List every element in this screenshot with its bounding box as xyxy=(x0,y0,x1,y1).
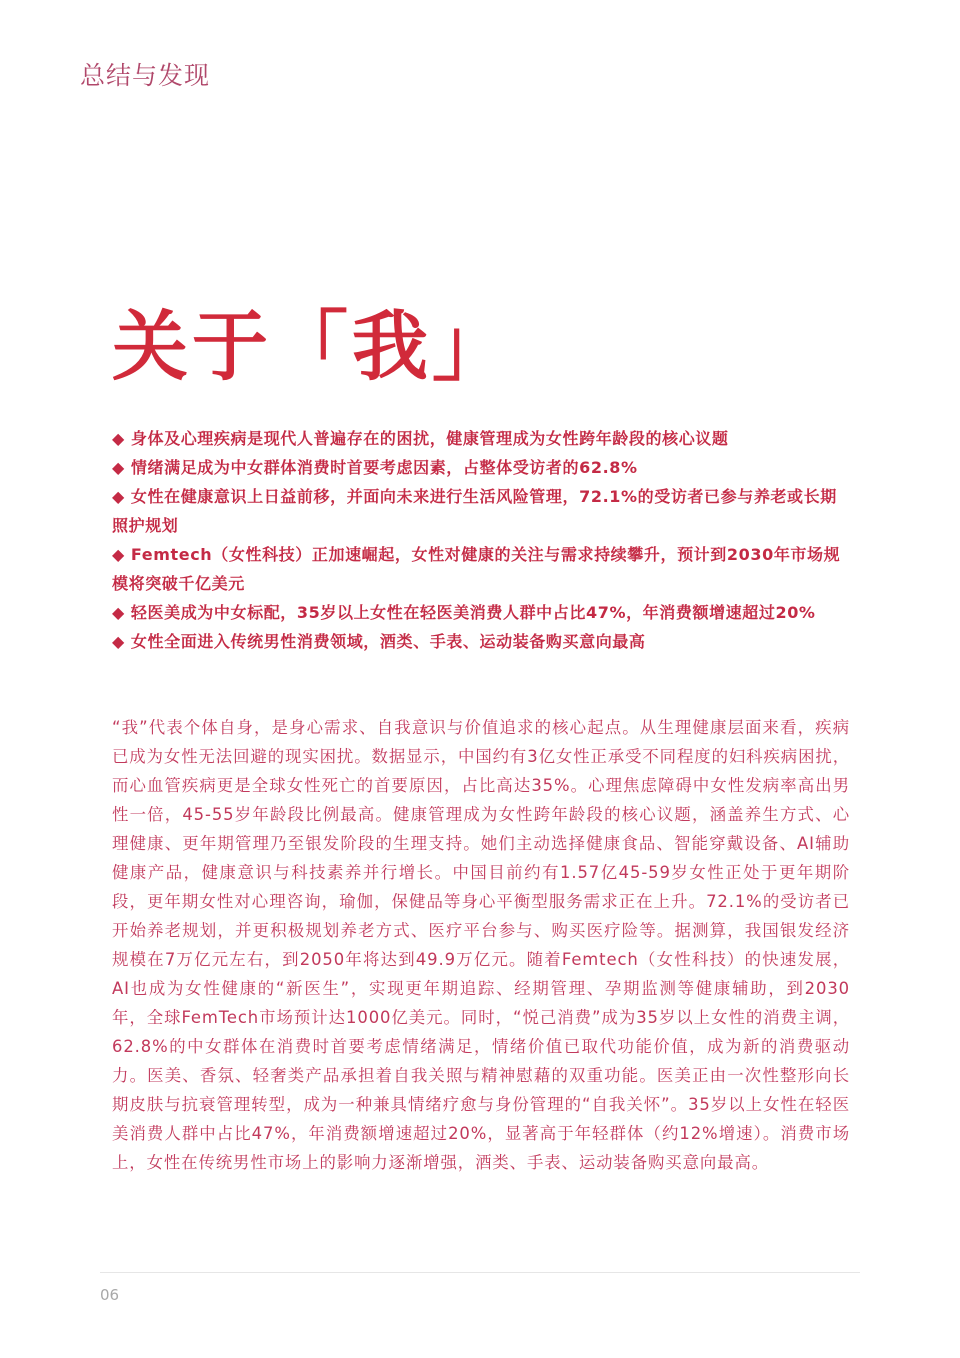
highlight-text: Femtech（女性科技）正加速崛起，女性对健康的关注与需求持续攀升，预计到2030年市场规模将突破千亿美元 xyxy=(112,545,841,593)
highlight-text: 身体及心理疾病是现代人普遍存在的困扰，健康管理成为女性跨年龄段的核心议题 xyxy=(130,429,729,448)
diamond-bullet-icon: ◆ xyxy=(112,487,125,506)
page-title: 关于「我」 xyxy=(112,301,512,391)
highlight-text: 轻医美成为中女标配，35岁以上女性在轻医美消费人群中占比47%，年消费额增速超过20% xyxy=(130,603,816,622)
highlight-item xyxy=(112,540,852,598)
diamond-bullet-icon: ◆ xyxy=(112,603,125,622)
highlight-item xyxy=(112,627,852,656)
highlight-text: 女性全面进入传统男性消费领域，酒类、手表、运动装备购买意向最高 xyxy=(130,632,646,651)
highlight-text: 情绪满足成为中女群体消费时首要考虑因素，占整体受访者的62.8% xyxy=(130,458,638,477)
highlights-list xyxy=(112,424,852,656)
highlight-item xyxy=(112,424,852,453)
highlight-item xyxy=(112,598,852,627)
diamond-bullet-icon: ◆ xyxy=(112,632,125,651)
highlight-item xyxy=(112,482,852,540)
body-paragraph: “我”代表个体自身，是身心需求、自我意识与价值追求的核心起点。从生理健康层面来看，疾病已成为女性无法回避的现实困扰。数据显示，中国约有3亿女性正承受不同程度的妇科疾病困扰，而心血管疾病更是全球女性死亡的首要原因，占比高达35%。心理焦虑障碍中女性发病率高出男性一倍，45-55岁年龄段比例最高。健康管理成为女性跨年龄段的核心议题，涵盖养生方式、心理健康、更年期管理乃至银发阶段的生理支持。她们主动选择健康食品、智能穿戴设备、AI辅助健康产品，健康意识与科技素养并行增长。中国目前约有1.57亿45-59岁女性正处于更年期阶段，更年期女性对心理咨询，瑜伽，保健品等身心平衡型服务需求正在上升。72.1%的受访者已开始养老规划，并更积极规划养老方式、医疗平台参与、购买医疗险等。据测算，我国银发经济规模在7万亿元左右，到2050年将达到49.9万亿元。随着Femtech（女性科技）的快速发展，AI也成为女性健康的“新医生”，实现更年期追踪、经期管理、孕期监测等健康辅助，到2030年，全球FemTech市场预计达1000亿美元。同时，“悦己消费”成为35岁以上女性的消费主调，62.8%的中女群体在消费时首要考虑情绪满足，情绪价值已取代功能价值，成为新的消费驱动力。医美、香氛、轻奢类产品承担着自我关照与精神慰藉的双重功能。医美正由一次性整形向长期皮肤与抗衰管理转型，成为一种兼具情绪疗愈与身份管理的“自我关怀”。35岁以上女性在轻医美消费人群中占比47%，年消费额增速超过20%，显著高于年轻群体（约12%增速）。消费市场上，女性在传统男性市场上的影响力逐渐增强，酒类、手表、运动装备购买意向最高。 xyxy=(112,718,850,1172)
diamond-bullet-icon: ◆ xyxy=(112,458,125,477)
highlight-item xyxy=(112,453,852,482)
diamond-bullet-icon: ◆ xyxy=(112,429,125,448)
page-number: 06 xyxy=(100,1286,120,1304)
diamond-bullet-icon: ◆ xyxy=(112,545,125,564)
highlight-text: 女性在健康意识上日益前移，并面向未来进行生活风险管理，72.1%的受访者已参与养老或长期照护规划 xyxy=(112,487,837,535)
footer-divider xyxy=(100,1272,860,1273)
section-label: 总结与发现 xyxy=(80,61,211,90)
